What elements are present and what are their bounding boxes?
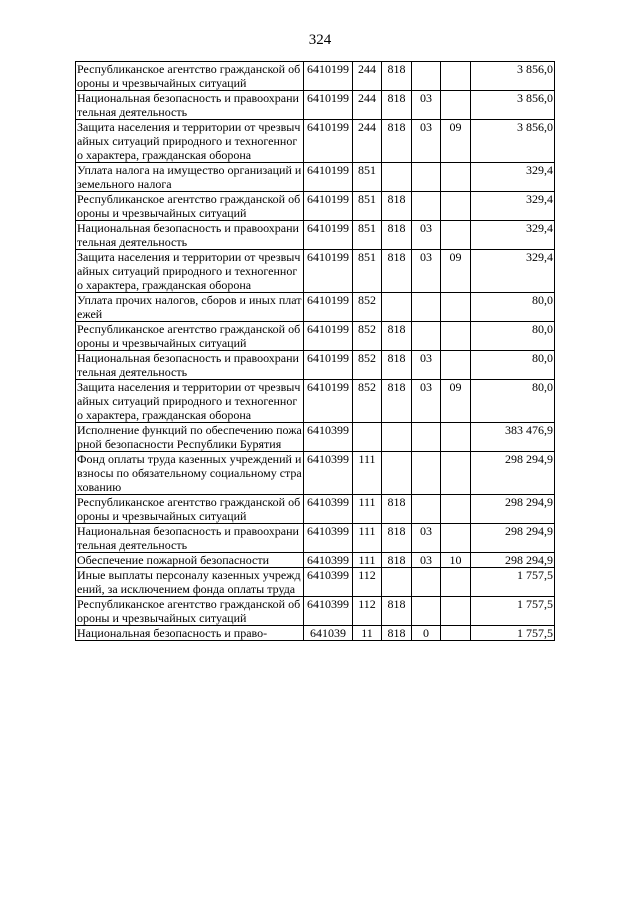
cell-section: 03: [412, 553, 441, 568]
cell-amount: 329,4: [471, 250, 555, 293]
cell-subsection: 09: [441, 250, 471, 293]
cell-name: Республиканское агентство гражданской обороны и чрезвычайных ситуаций: [76, 192, 304, 221]
cell-target-article: 6410199: [304, 322, 353, 351]
table-row: [76, 597, 555, 626]
table-row: [76, 120, 555, 163]
cell-target-article: 6410199: [304, 62, 353, 91]
cell-expense-type: 244: [353, 91, 382, 120]
cell-section: 03: [412, 250, 441, 293]
cell-subsection: 09: [441, 380, 471, 423]
cell-name: Национальная безопасность и правоохранительная деятельность: [76, 524, 304, 553]
table-row: [76, 91, 555, 120]
cell-subsection: [441, 322, 471, 351]
cell-expense-type: 244: [353, 120, 382, 163]
cell-subsection: [441, 221, 471, 250]
cell-ministry-code: 818: [382, 380, 412, 423]
cell-target-article: 6410199: [304, 120, 353, 163]
table-row: [76, 250, 555, 293]
table-row: [76, 192, 555, 221]
cell-expense-type: 111: [353, 495, 382, 524]
cell-target-article: 6410399: [304, 495, 353, 524]
cell-subsection: [441, 568, 471, 597]
cell-ministry-code: 818: [382, 192, 412, 221]
cell-ministry-code: 818: [382, 626, 412, 641]
cell-name: Национальная безопасность и правоохранительная деятельность: [76, 91, 304, 120]
cell-target-article: 6410399: [304, 568, 353, 597]
cell-ministry-code: 818: [382, 495, 412, 524]
cell-subsection: [441, 163, 471, 192]
cell-target-article: 6410399: [304, 597, 353, 626]
table-row: [76, 221, 555, 250]
cell-ministry-code: [382, 293, 412, 322]
cell-ministry-code: 818: [382, 250, 412, 293]
cell-amount: 298 294,9: [471, 495, 555, 524]
table-row: [76, 626, 555, 641]
cell-expense-type: 244: [353, 62, 382, 91]
cell-name: Национальная безопасность и правоохранительная деятельность: [76, 221, 304, 250]
table-row: [76, 495, 555, 524]
cell-name: Обеспечение пожарной безопасности: [76, 553, 304, 568]
cell-name: Республиканское агентство гражданской обороны и чрезвычайных ситуаций: [76, 597, 304, 626]
cell-subsection: [441, 452, 471, 495]
cell-subsection: [441, 62, 471, 91]
cell-name: Иные выплаты персоналу казенных учреждений, за исключением фонда оплаты труда: [76, 568, 304, 597]
cell-amount: 1 757,5: [471, 597, 555, 626]
cell-section: 0: [412, 626, 441, 641]
cell-section: [412, 597, 441, 626]
cell-target-article: 6410199: [304, 380, 353, 423]
cell-expense-type: 851: [353, 192, 382, 221]
cell-name: Защита населения и территории от чрезвычайных ситуаций природного и техногенного характера, гражданская оборона: [76, 380, 304, 423]
cell-name: Уплата налога на имущество организаций и земельного налога: [76, 163, 304, 192]
cell-subsection: [441, 495, 471, 524]
cell-expense-type: 851: [353, 221, 382, 250]
cell-subsection: 09: [441, 120, 471, 163]
cell-amount: 383 476,9: [471, 423, 555, 452]
cell-expense-type: 111: [353, 553, 382, 568]
cell-section: 03: [412, 221, 441, 250]
cell-target-article: 6410199: [304, 163, 353, 192]
cell-ministry-code: 818: [382, 553, 412, 568]
cell-subsection: [441, 293, 471, 322]
cell-expense-type: 112: [353, 568, 382, 597]
cell-ministry-code: 818: [382, 322, 412, 351]
table-row: [76, 351, 555, 380]
cell-subsection: [441, 597, 471, 626]
cell-ministry-code: 818: [382, 524, 412, 553]
page-number: 324: [308, 32, 332, 48]
cell-name: Исполнение функций по обеспечению пожарной безопасности Республики Бурятия: [77, 423, 302, 451]
cell-section: [412, 293, 441, 322]
cell-ministry-code: 818: [382, 221, 412, 250]
table-row: [76, 322, 555, 351]
cell-subsection: [441, 91, 471, 120]
cell-section: 03: [412, 524, 441, 553]
cell-expense-type: 852: [353, 293, 382, 322]
table-row: [76, 524, 555, 553]
cell-amount: 80,0: [471, 322, 555, 351]
cell-name: Фонд оплаты труда казенных учреждений и взносы по обязательному социальному страхованию: [77, 452, 302, 494]
cell-target-article: 641039: [304, 626, 353, 641]
cell-target-article: 6410199: [304, 192, 353, 221]
cell-section: [412, 452, 441, 495]
cell-section: [412, 322, 441, 351]
cell-name: Защита населения и территории от чрезвычайных ситуаций природного и техногенного характера, гражданская оборона: [76, 120, 304, 163]
cell-expense-type: 851: [353, 163, 382, 192]
cell-target-article: 6410399: [304, 524, 353, 553]
cell-name: Национальная безопасность и правоохранительная деятельность: [76, 351, 304, 380]
cell-subsection: [441, 524, 471, 553]
cell-amount: 329,4: [471, 163, 555, 192]
cell-target-article: 6410399: [304, 423, 353, 452]
table-row: [76, 62, 555, 91]
cell-target-article: 6410199: [304, 250, 353, 293]
cell-expense-type: 111: [353, 524, 382, 553]
cell-section: [412, 163, 441, 192]
cell-amount: 3 856,0: [471, 62, 555, 91]
table-row: [76, 452, 555, 495]
cell-ministry-code: [382, 423, 412, 452]
cell-section: 03: [412, 120, 441, 163]
cell-target-article: 6410199: [304, 91, 353, 120]
cell-target-article: 6410199: [304, 221, 353, 250]
cell-target-article: 6410399: [304, 553, 353, 568]
cell-expense-type: 112: [353, 597, 382, 626]
cell-amount: 1 757,5: [471, 568, 555, 597]
cell-subsection: 10: [441, 553, 471, 568]
cell-amount: 1 757,5: [471, 626, 555, 641]
cell-expense-type: 11: [353, 626, 382, 641]
cell-section: 03: [412, 351, 441, 380]
cell-target-article: 6410199: [304, 293, 353, 322]
table-row: [76, 568, 555, 597]
cell-amount: 298 294,9: [471, 524, 555, 553]
cell-section: 03: [412, 380, 441, 423]
table-body: [76, 62, 555, 641]
cell-amount: 80,0: [471, 293, 555, 322]
cell-expense-type: 111: [353, 452, 382, 495]
cell-amount: 329,4: [471, 221, 555, 250]
cell-ministry-code: 818: [382, 120, 412, 163]
cell-section: [412, 495, 441, 524]
cell-amount: 80,0: [471, 351, 555, 380]
cell-subsection: [441, 626, 471, 641]
cell-expense-type: 852: [353, 322, 382, 351]
cell-expense-type: 851: [353, 250, 382, 293]
cell-ministry-code: 818: [382, 62, 412, 91]
cell-expense-type: [353, 423, 382, 452]
table-row: [76, 380, 555, 423]
table-row: [76, 163, 555, 192]
cell-section: [412, 568, 441, 597]
table-row: [76, 293, 555, 322]
budget-table: [75, 61, 555, 641]
cell-section: 03: [412, 91, 441, 120]
cell-amount: 80,0: [471, 380, 555, 423]
cell-section: [412, 62, 441, 91]
cell-amount: 329,4: [471, 192, 555, 221]
cell-subsection: [441, 423, 471, 452]
cell-amount: 298 294,9: [471, 553, 555, 568]
cell-amount: 298 294,9: [471, 452, 555, 495]
cell-section: [412, 423, 441, 452]
table-row: [76, 553, 555, 568]
cell-ministry-code: [382, 452, 412, 495]
cell-target-article: 6410399: [304, 452, 353, 495]
cell-section: [412, 192, 441, 221]
cell-amount: 3 856,0: [471, 91, 555, 120]
cell-subsection: [441, 192, 471, 221]
cell-name: Республиканское агентство гражданской обороны и чрезвычайных ситуаций: [76, 322, 304, 351]
cell-ministry-code: [382, 568, 412, 597]
cell-ministry-code: 818: [382, 597, 412, 626]
cell-name: Республиканское агентство гражданской обороны и чрезвычайных ситуаций: [76, 62, 304, 91]
cell-subsection: [441, 351, 471, 380]
cell-name: Республиканское агентство гражданской обороны и чрезвычайных ситуаций: [76, 495, 304, 524]
cell-amount: 3 856,0: [471, 120, 555, 163]
cell-ministry-code: [382, 163, 412, 192]
cell-expense-type: 852: [353, 380, 382, 423]
cell-name: Защита населения и территории от чрезвычайных ситуаций природного и техногенного характера, гражданская оборона: [76, 250, 304, 293]
cell-ministry-code: 818: [382, 351, 412, 380]
cell-target-article: 6410199: [304, 351, 353, 380]
cell-name: Уплата прочих налогов, сборов и иных платежей: [77, 293, 302, 321]
cell-expense-type: 852: [353, 351, 382, 380]
cell-ministry-code: 818: [382, 91, 412, 120]
table-row: [76, 423, 555, 452]
cell-name: Национальная безопасность и право-: [76, 626, 304, 641]
